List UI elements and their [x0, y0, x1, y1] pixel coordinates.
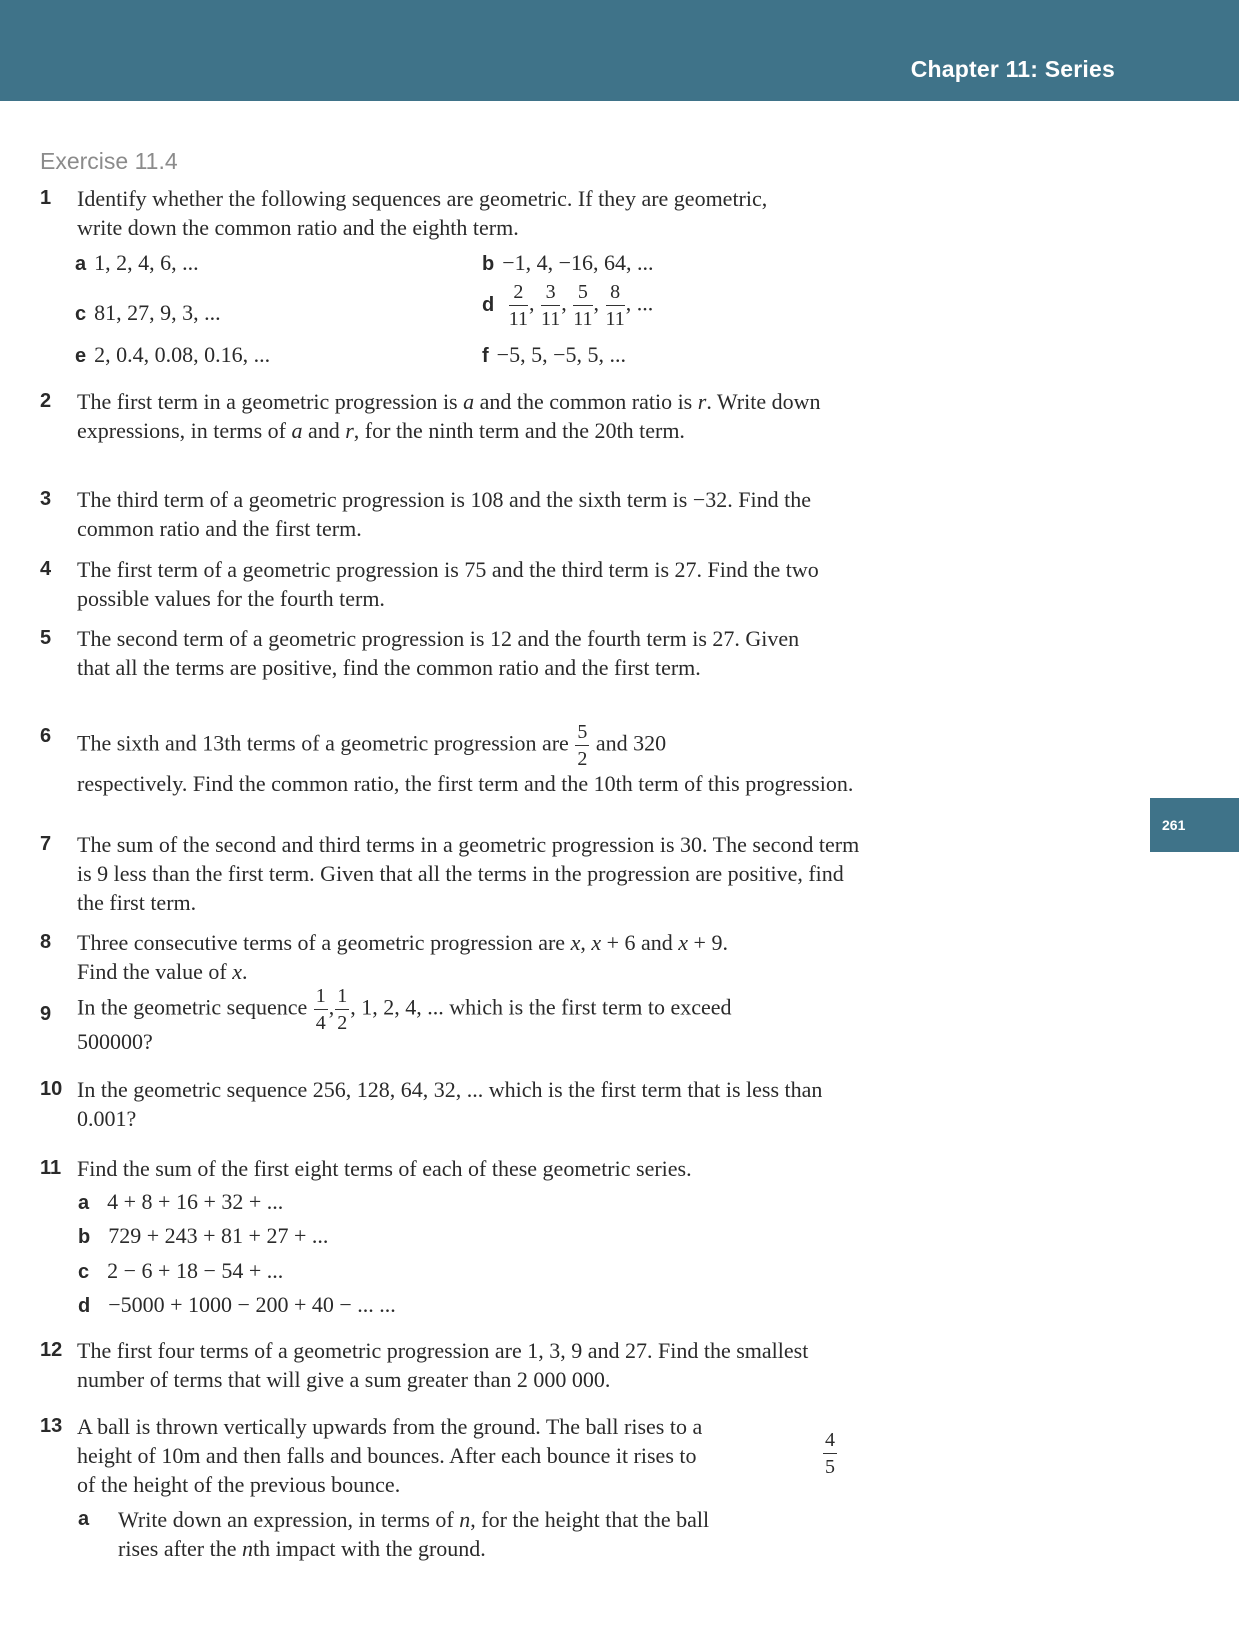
part-text: 729 + 243 + 81 + 27 + ... [108, 1223, 329, 1248]
part-label: e [75, 345, 87, 367]
page-number-tab [1150, 798, 1239, 852]
question-number: 12 [40, 1339, 63, 1361]
question-text: The first four terms of a geometric progression are 1, 3, 9 and 27. Find the smallest number of terms that will give a sum greater than 2 000 000. [77, 1338, 809, 1392]
question-text: The sum of the second and third terms in a geometric progression is 30. The second term is 9 less than the first term. Given that all the terms in the progression are positive, find the first term. [77, 832, 860, 915]
question-number: 8 [40, 931, 52, 953]
question-number: 13 [40, 1415, 63, 1437]
question-number: 2 [40, 390, 52, 412]
question-8 [40, 928, 870, 986]
fraction: $\frac{1}{2}$ [337, 985, 348, 1034]
fraction: $\frac{3}{11}$ [540, 281, 561, 330]
question-number: 10 [40, 1078, 63, 1100]
question-12 [40, 1336, 870, 1394]
question-text: Identify whether the following sequences are geometric. If they are geometric, write down the common ratio and the eighth term. [77, 186, 768, 240]
part-label: d [482, 293, 495, 316]
fraction: $\frac{8}{11}$ [605, 281, 625, 330]
question-number: 6 [40, 725, 52, 747]
q1-part-e [75, 340, 270, 371]
question-1 [40, 184, 870, 242]
part-label: d [78, 1295, 91, 1317]
chapter-title: Chapter 11: Series [910, 56, 1115, 82]
fraction: $\frac{5}{2}$ [577, 721, 588, 770]
question-text: A ball is thrown vertically upwards from the ground. The ball rises to a height of 10m and then falls and bounces. After each bounce it rises to of the height of the previous bounce. $\frac{4}{5}$ [77, 1414, 835, 1497]
fraction: $\frac{5}{11}$ [573, 281, 593, 330]
question-3 [40, 485, 870, 543]
part-label: a [78, 1508, 90, 1530]
question-number: 9 [40, 1003, 52, 1025]
question-number: 5 [40, 627, 52, 649]
question-6 [40, 722, 870, 798]
question-text: In the geometric sequence 256, 128, 64, 32, ... which is the first term that is less than 0.001? [77, 1077, 823, 1131]
question-11 [40, 1154, 870, 1183]
question-number: 1 [40, 187, 52, 209]
part-text: −5000 + 1000 − 200 + 40 − ... ... [108, 1292, 396, 1317]
question-number: 3 [40, 488, 52, 510]
part-text: 2, 0.4, 0.08, 0.16, ... [94, 342, 271, 367]
q11-part-b [78, 1221, 328, 1252]
part-text: −5, 5, −5, 5, ... [496, 342, 626, 367]
question-7 [40, 830, 870, 917]
part-label: c [75, 303, 87, 325]
part-label: f [482, 345, 489, 367]
fraction: $\frac{4}{5}$ [825, 1429, 835, 1478]
q1-part-f [482, 340, 626, 371]
question-text: The sixth and 13th terms of a geometric progression are $\frac{5}{2}$ and 320 respectively. Find the common ratio, the first term and the 10th term of this progression. [77, 721, 854, 796]
question-text: The first term in a geometric progression is a and the common ratio is r. Write down expressions, in terms of a and r, for the ninth term and the 20th term. [77, 389, 821, 443]
question-text: The first term of a geometric progression is 75 and the third term is 27. Find the two possible values for the fourth term. [77, 557, 819, 611]
question-text: The third term of a geometric progression is 108 and the sixth term is −32. Find the common ratio and the first term. [77, 487, 811, 541]
q1-part-d: d $\frac{2}{11}$ , $\frac{3}{11}$ , $\frac{5}{11}$ , $\frac{8}{11}$ , ... [482, 281, 654, 330]
part-text: Write down an expression, in terms of n, for the height that the ball rises after the nth impact with the ground. [118, 1507, 710, 1561]
fraction: $\frac{1}{4}$ [315, 985, 326, 1034]
part-text: 1, 2, 4, 6, ... [94, 250, 199, 275]
q1-part-a [75, 248, 199, 279]
q13-part-a [78, 1505, 709, 1563]
question-text: Find the sum of the first eight terms of each of these geometric series. [77, 1156, 692, 1181]
part-label: b [482, 253, 495, 275]
q1-part-b [482, 248, 654, 279]
page-number: 261 [1162, 817, 1186, 833]
part-text: 81, 27, 9, 3, ... [94, 300, 221, 325]
question-9 [40, 986, 870, 1056]
q11-part-d [78, 1290, 396, 1321]
question-text: The second term of a geometric progression is 12 and the fourth term is 27. Given that all the terms are positive, find the common ratio and the first term. [77, 626, 800, 680]
part-label: b [78, 1226, 91, 1248]
question-text: In the geometric sequence $\frac{1}{4}$ , $\frac{1}{2}$ , 1, 2, 4, ... which is the first term to exceed 500000? [77, 985, 732, 1054]
question-10 [40, 1075, 870, 1133]
part-text: 4 + 8 + 16 + 32 + ... [107, 1189, 284, 1214]
q1-part-c [75, 298, 221, 329]
part-label: a [75, 253, 87, 275]
question-2 [40, 387, 870, 445]
q11-part-c [78, 1256, 283, 1287]
question-5 [40, 624, 870, 682]
question-number: 7 [40, 833, 52, 855]
part-text: −1, 4, −16, 64, ... [502, 250, 654, 275]
question-number: 11 [40, 1157, 62, 1179]
chapter-header-band [0, 0, 1239, 101]
question-4 [40, 555, 870, 613]
exercise-title: Exercise 11.4 [40, 148, 178, 174]
part-label: a [78, 1192, 90, 1214]
question-number: 4 [40, 558, 52, 580]
part-text: 2 − 6 + 18 − 54 + ... [107, 1258, 284, 1283]
q11-part-a [78, 1187, 283, 1218]
question-text: Three consecutive terms of a geometric progression are x, x + 6 and x + 9. Find the value of x. [77, 930, 728, 984]
part-label: c [78, 1261, 90, 1283]
question-13 [40, 1412, 870, 1499]
fraction: $\frac{2}{11}$ [508, 281, 528, 330]
